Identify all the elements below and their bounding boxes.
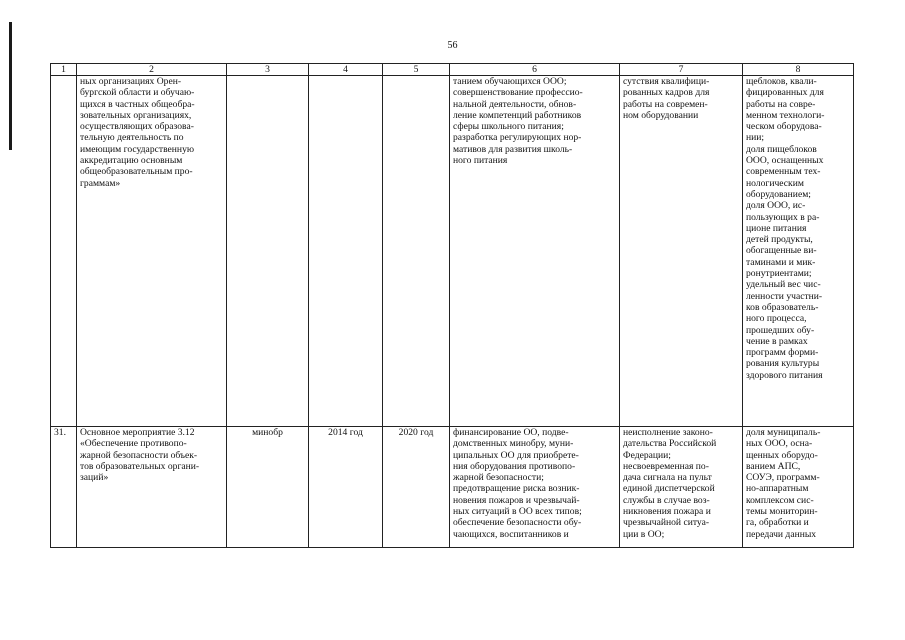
table-row: [51, 427, 854, 548]
row-number-cell: 31.: [51, 427, 77, 548]
column-header: 1: [51, 64, 77, 76]
column-header: 3: [227, 64, 309, 76]
executor-cell: минобр: [227, 427, 309, 548]
indicators-cell: доля муниципаль- ных ООО, осна- щенных оборудо- ванием АПС, СОУЭ, программ- но-аппаратным комплексом сис- темы мониторин- га, обработки и передачи данных: [743, 427, 854, 548]
column-header: 8: [743, 64, 854, 76]
end-year-cell: 2020 год: [383, 427, 450, 548]
column-number-row: [51, 64, 854, 76]
column-header: 2: [77, 64, 227, 76]
start-year-cell: 2014 год: [309, 427, 383, 548]
column-header: 4: [309, 64, 383, 76]
start-year-cell: [309, 76, 383, 427]
program-measures-table: [50, 63, 854, 548]
consequences-cell: неисполнение законо- дательства Российской Федерации; несвоевременная по- дача сигнала на пульт единой диспетчерской службы в случае воз- никновения пожара и чрезвычайной ситуа- ции в ОО;: [620, 427, 743, 548]
executor-cell: [227, 76, 309, 427]
measure-name-cell: Основное мероприятие 3.12 «Обеспечение противопо- жарной безопасности объек- тов образовательных органи- заций»: [77, 427, 227, 548]
indicators-cell: щеблоков, квали- фицированных для работы на совре- менном технологи- ческом оборудова- нии; доля пищеблоков ООО, оснащенных современным тех- нологическим оборудованием; доля ООО, ис- пользующих в ра- ционе питания детей продукты, обогащенные ви- таминами и мик- ронутриентами; удельный вес чис- ленности участни- ков образователь- ного процесса, прошедших обу- чение в рамках программ форми- рования культуры здорового питания: [743, 76, 854, 427]
measure-name-cell: ных организациях Орен- бургской области и обучаю- щихся в частных общеобра- зовательных организациях, осуществляющих образова- тельную деятельность по имеющим государственную аккредитацию основным общеобразовательным про- граммам»: [77, 76, 227, 427]
expected-result-cell: финансирование ОО, подве- домственных минобру, муни- ципальных ОО для приобрете- ния оборудования противопо- жарной безопасности; предотвращение риска возник- новения пожаров и чрезвычай- ных ситуаций в ОО всех типов; обеспечение безопасности обу- чающихся, воспитанников и: [450, 427, 620, 548]
expected-result-cell: танием обучающихся ООО; совершенствование профессио- нальной деятельности, обнов- ление компетенций работников сферы школьного питания; разработка регулирующих нор- мативов для развития школь- ного питания: [450, 76, 620, 427]
page-number: 56: [447, 40, 458, 51]
column-header: 5: [383, 64, 450, 76]
column-header: 6: [450, 64, 620, 76]
consequences-cell: сутствия квалифици- рованных кадров для работы на современ- ном оборудовании: [620, 76, 743, 427]
end-year-cell: [383, 76, 450, 427]
column-header: 7: [620, 64, 743, 76]
table-row: [51, 76, 854, 427]
row-number-cell: [51, 76, 77, 427]
